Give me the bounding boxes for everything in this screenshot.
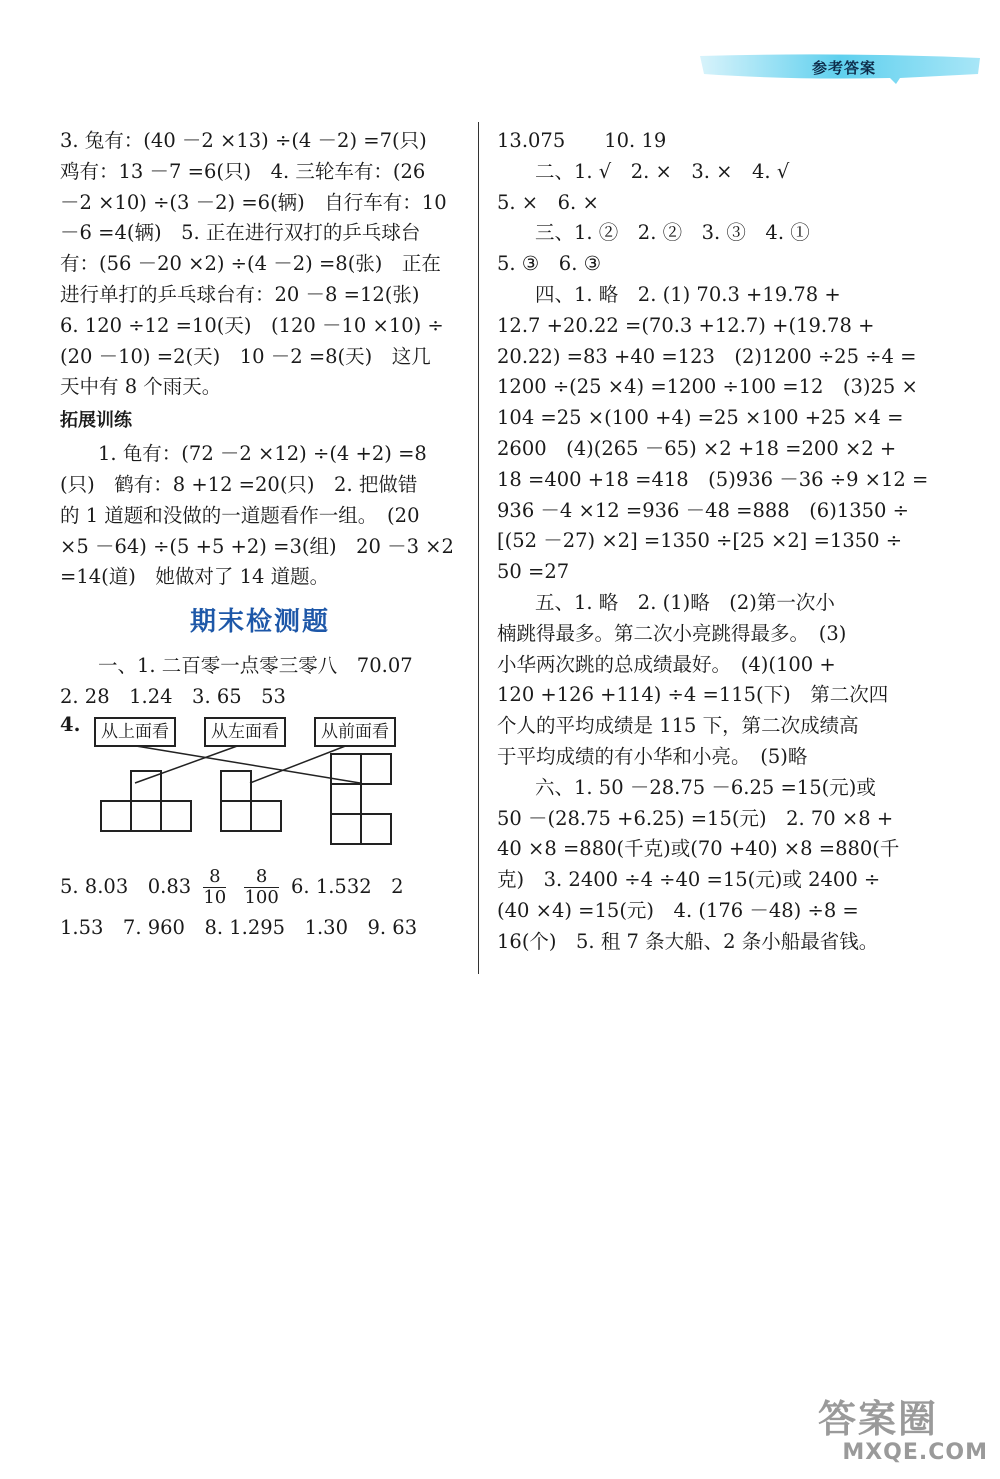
answer-line: 的 1 道题和没做的一道题看作一组。 (20 [60,503,420,527]
answer-line: 13.075 10. 19 [497,129,667,152]
answer-line: 3. 兔有：(40 －2 ×13) ÷(4 －2) =7(只) [60,129,427,152]
fraction-8-10 [203,867,226,908]
question-5-line [60,861,460,913]
answer-line: 四、1. 略 2. (1) 70.3 +19.78 + [535,282,841,306]
answer-line: 20.22) =83 +40 =123 (2)1200 ÷25 ÷4 = [497,344,917,368]
answer-header-tab [700,52,980,84]
diagram-question-number: 4. [60,712,81,736]
answer-line: (40 ×4) =15(元) 4. (176 －48) ÷8 = [497,898,859,922]
answer-line: 进行单打的乒乓球台有：20 －8 =12(张) [60,282,420,306]
answer-line: 1200 ÷(25 ×4) =1200 ÷100 =12 (3)25 × [497,375,918,399]
q5-prefix: 5. 8.03 0.83 [60,874,192,898]
answer-line: 5. ③ 6. ③ [497,252,602,276]
answer-line: 于平均成绩的有小华和小亮。 (5)略 [497,744,808,768]
answer-line: ×5 －64) ÷(5 +5 +2) =3(组) 20 －3 ×2 [60,534,454,558]
fraction-denominator: 100 [244,886,279,908]
three-views-diagram [60,713,460,861]
front-view-grid [330,753,392,845]
answer-line: 1.53 7. 960 8. 1.295 1.30 9. 63 [60,915,418,939]
answer-line: =14(道) 她做对了 14 道题。 [60,565,330,589]
answer-line: 三、1. ② 2. ② 3. ③ 4. ① [535,221,810,245]
answer-line: 楠跳得最多。第二次小亮跳得最多。 (3) [497,621,847,645]
fraction-denominator: 10 [203,886,227,908]
answer-line: (只) 鹤有：8 +12 =20(只) 2. 把做错 [60,472,418,496]
answer-line: 克) 3. 2400 ÷4 ÷40 =15(元)或 2400 ÷ [497,868,881,892]
answer-line: 6. 120 ÷12 =10(天) (120 －10 ×10) ÷ [60,313,444,337]
answer-line: 40 ×8 =880(千克)或(70 +40) ×8 =880(千 [497,837,900,861]
answer-line: [(52 －27) ×2] =1350 ÷[25 ×2] =1350 ÷ [497,529,903,553]
final-exam-block [60,651,460,713]
answer-line: (20 －10) =2(天) 10 －2 =8(天) 这几 [60,344,431,368]
answer-line: 天中有 8 个雨天。 [60,375,222,399]
answer-line: 5. × 6. × [497,190,599,214]
left-view-grid [220,770,282,832]
answer-line: 16(个) 5. 租 7 条大船、2 条小船最省钱。 [497,929,879,953]
fraction-numerator: 8 [244,867,278,888]
fraction-8-100 [244,867,278,908]
top-view-grid [100,770,192,832]
column-divider [478,122,479,974]
answer-line: 六、1. 50 －28.75 －6.25 =15(元)或 [535,775,876,799]
header-tab-label: 参考答案 [812,59,877,77]
left-column [60,126,460,944]
site-watermark [818,1398,988,1472]
final-exam-title: 期末检测题 [189,607,330,638]
answer-line: 个人的平均成绩是 115 下，第二次成绩高 [497,714,859,738]
answer-line: 有：(56 －20 ×2) ÷(4 －2) =8(张) 正在 [60,252,441,276]
answer-line: 2. 28 1.24 3. 65 53 [60,684,286,708]
answer-line: 五、1. 略 2. (1)略 (2)第一次小 [535,590,835,614]
answer-line: 120 +126 +114) ÷4 =115(下) 第二次四 [497,683,889,707]
watermark-logo-text: 答案圈 [818,1397,939,1441]
right-column [497,126,929,958]
view-label-left: 从左面看 [204,717,286,747]
answer-line: 一、1. 二百零一点零三零八 70.07 [98,654,413,678]
left-answers-block [60,126,460,403]
answer-line: 小华两次跳的总成绩最好。 (4)(100 + [497,652,836,676]
answer-line: 鸡有：13 －7 =6(只) 4. 三轮车有：(26 [60,159,426,183]
fraction-numerator: 8 [203,867,226,888]
answer-line: 二、1. √ 2. × 3. × 4. √ [535,159,790,183]
expand-training-block [60,439,460,593]
answer-line: 2600 (4)(265 －65) ×2 +18 =200 ×2 + [497,436,897,460]
answer-line: －2 ×10) ÷(3 －2) =6(辆) 自行车有：10 [60,190,447,214]
watermark-url: MXQE.COM [842,1440,988,1465]
view-label-top: 从上面看 [94,717,176,747]
q5-suffix: 6. 1.532 2 [291,874,404,898]
answer-line: 18 =400 +18 =418 (5)936 －36 ÷9 ×12 = [497,467,929,491]
expand-training-heading: 拓展训练 [60,410,132,432]
answer-line: 936 －4 ×12 =936 －48 =888 (6)1350 ÷ [497,498,909,522]
view-label-front: 从前面看 [314,717,396,747]
answer-line: 12.7 +20.22 =(70.3 +12.7) +(19.78 + [497,313,875,337]
answer-line: －6 =4(辆) 5. 正在进行双打的乒乓球台 [60,221,421,245]
answer-line: 1. 龟有：(72 －2 ×12) ÷(4 +2) =8 [98,442,427,466]
answer-line: 104 =25 ×(100 +4) =25 ×100 +25 ×4 = [497,406,904,430]
answer-line: 50 =27 [497,560,570,584]
answer-line: 50 －(28.75 +6.25) =15(元) 2. 70 ×8 + [497,806,894,830]
